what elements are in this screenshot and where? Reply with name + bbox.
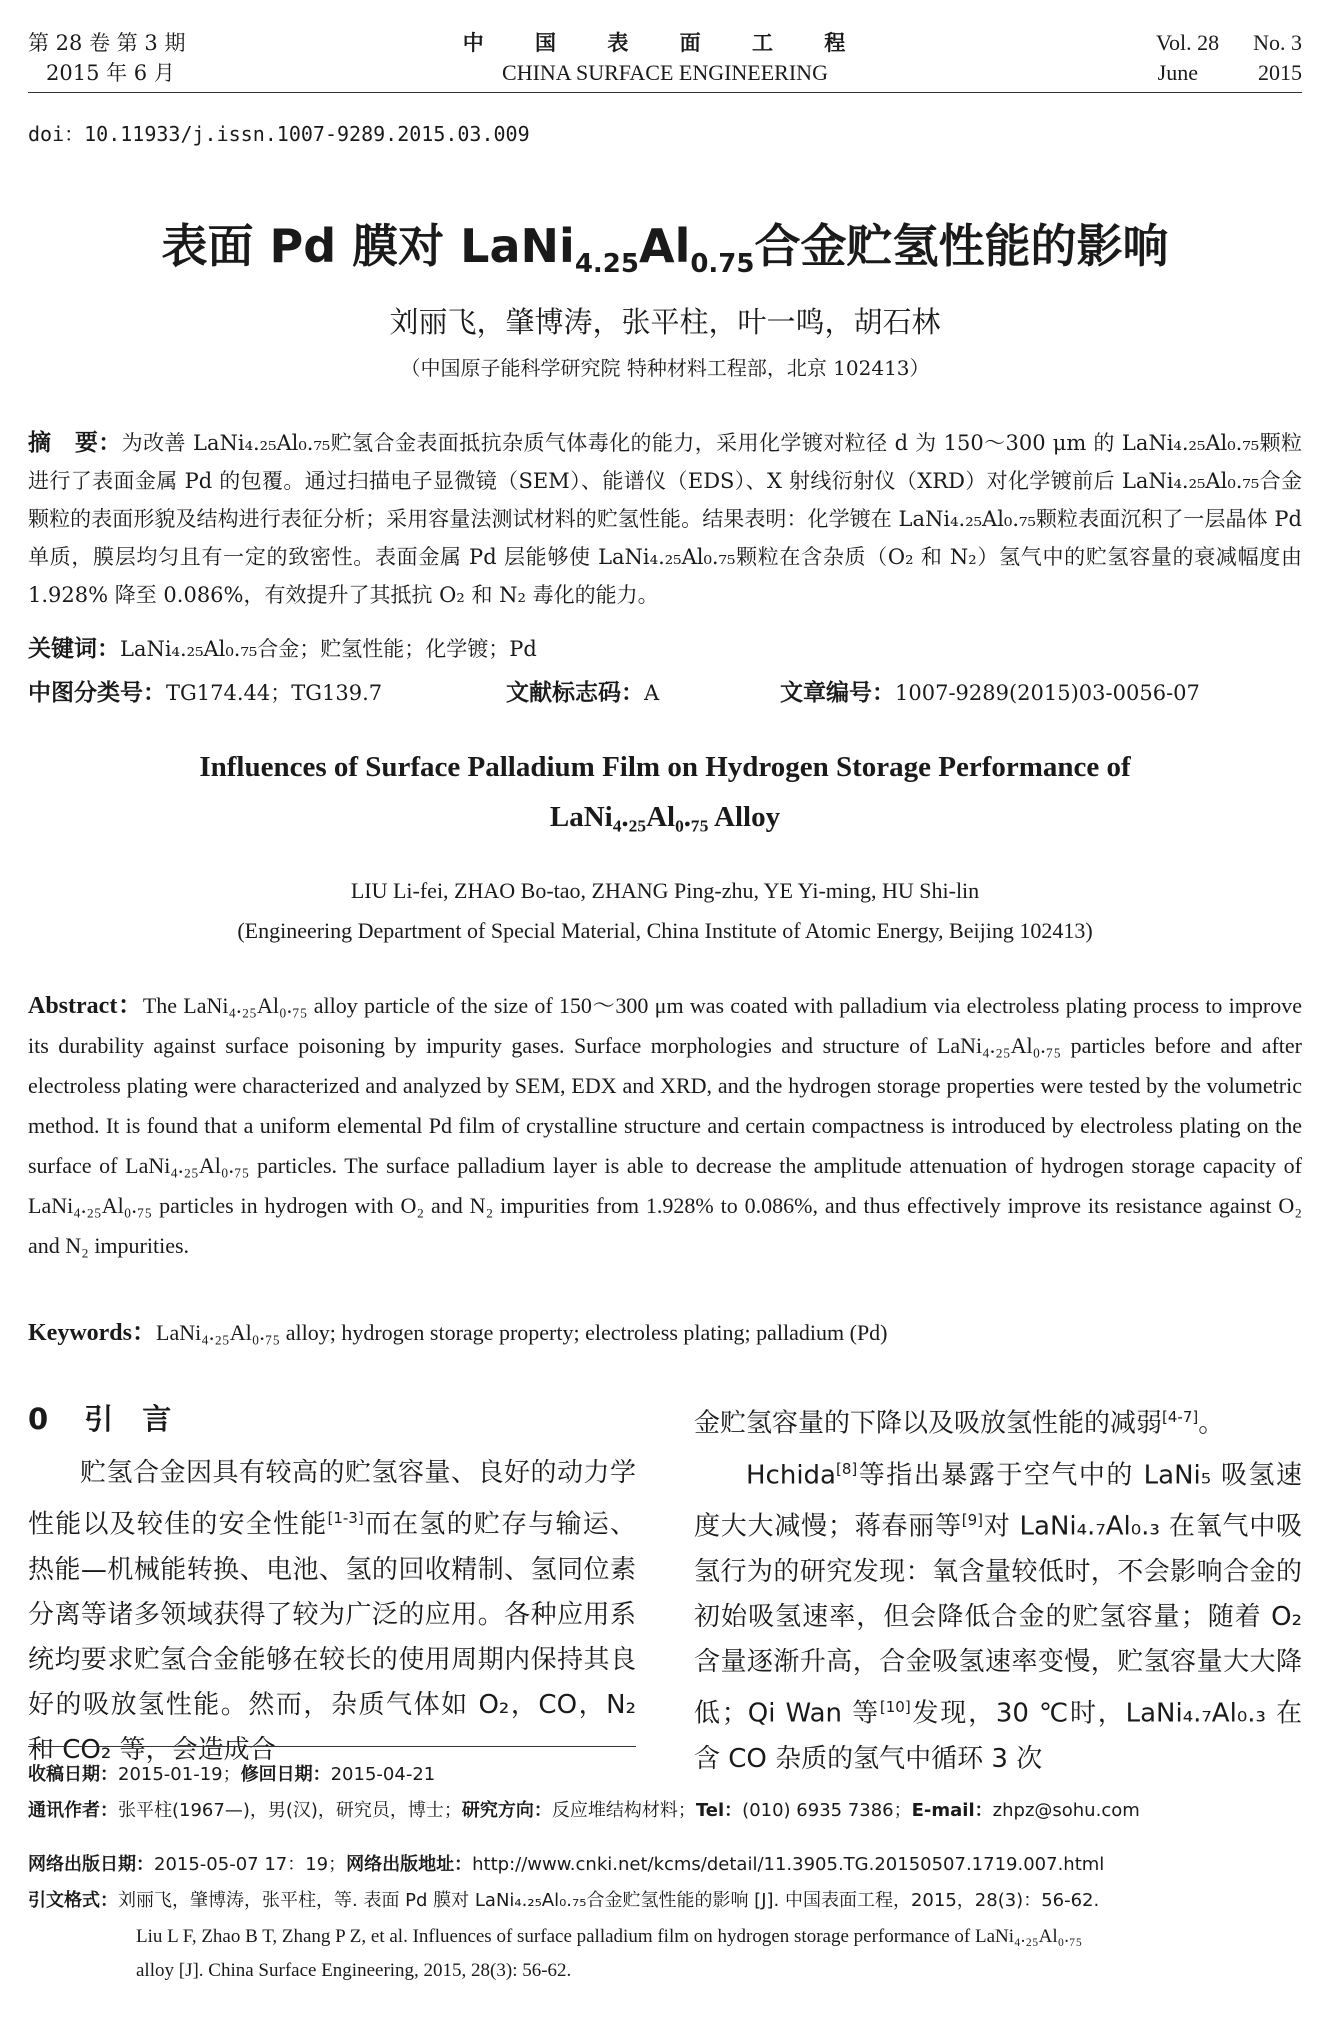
section-heading <box>28 1397 171 1438</box>
affiliation-cn: （中国原子能科学研究院 特种材料工程部，北京 102413） <box>400 356 930 380</box>
paragraph <box>28 1451 636 1773</box>
paragraph <box>694 1395 1302 1447</box>
doc-code-value: A <box>644 681 660 705</box>
doc-code-label: 文献标志码： <box>506 680 644 706</box>
clc-number <box>28 674 382 707</box>
journal-name-en: CHINA SURFACE ENGINEERING <box>502 60 828 85</box>
citation-ref: [8] <box>835 1459 858 1478</box>
email-value[interactable]: zhpz@sohu.com <box>992 1800 1140 1821</box>
footnote-corresponding <box>28 1798 1140 1824</box>
research-field: 反应堆结构材料； <box>551 1800 696 1821</box>
abstract-cn-text: 为改善 LaNi₄.₂₅Al₀.₇₅贮氢合金表面抵抗杂质气体毒化的能力，采用化学镀对粒径 d 为 150～300 μm 的 LaNi₄.₂₅Al₀.₇₅颗粒进行了表面金属 Pd 的包覆。通过扫描电子显微镜（SEM）、能谱仪（EDS）、X 射线衍射仪（XRD）对化学镀前后 LaNi₄.₂₅Al₀.₇₅合金颗粒的表面形貌及结构进行表征分析；采用容量法测试材料的贮氢性能。结果表明：化学镀在 LaNi₄.₂₅Al₀.₇₅颗粒表面沉积了一层晶体 Pd 单质，膜层均匀且有一定的致密性。表面金属 Pd 层能够使 LaNi₄.₂₅Al₀.₇₅颗粒在含杂质（O₂ 和 N₂）氢气中的贮氢容量的衰减幅度由 1.928% 降至 0.086%，有效提升了其抵抗 O₂ 和 N₂ 毒化的能力。 <box>28 431 1303 607</box>
header-volume-cn <box>28 28 185 88</box>
abstract-cn <box>28 424 1302 614</box>
footnote-dates <box>28 1762 435 1788</box>
title-cn-part: 合金贮氢性能的影响 <box>754 219 1169 273</box>
corr-author: 张平柱(1967—)，男(汉)，研究员，博士； <box>118 1800 462 1821</box>
header-volume-line: 第 28 卷 第 3 期 <box>28 31 186 55</box>
keywords-en <box>28 1312 888 1347</box>
received-label: 收稿日期： <box>28 1764 118 1785</box>
title-en-line1: Influences of Surface Palladium Film on Hydrogen Storage Performance of <box>199 751 1131 783</box>
body-text: 等指出暴露于空气中的 LaNi₅ 吸氢速度大大减慢；蒋春丽等 <box>694 1460 1302 1542</box>
keywords-en-text: LaNi₄.₂₅Al₀.₇₅ alloy; hydrogen storage property; electroless plating; palladium (Pd) <box>156 1320 888 1345</box>
abstract-en <box>28 986 1302 1266</box>
header-month: June <box>1157 60 1198 85</box>
body-column-left <box>28 1451 636 1773</box>
body-text: Hchida <box>746 1460 836 1491</box>
body-text: 贮氢合金因具有较高的贮氢容量、良好的动力学性能以及较佳的安全性能 <box>28 1458 636 1540</box>
title-en <box>60 742 1270 842</box>
body-text: 发现，30 ℃时，LaNi₄.₇Al₀.₃ 在含 CO 杂质的氢气中循环 3 次 <box>694 1698 1302 1774</box>
section-title: 引 言 <box>84 1402 172 1436</box>
body-text: 。 <box>1198 1408 1225 1439</box>
footnote-citation <box>28 1888 1099 1914</box>
online-url-label: 网络出版地址： <box>346 1854 473 1875</box>
title-cn-sub: 0.75 <box>690 249 755 280</box>
online-date-label: 网络出版日期： <box>28 1854 154 1875</box>
online-date: 2015-05-07 17：19； <box>154 1854 347 1875</box>
revised-date: 2015-04-21 <box>330 1764 436 1785</box>
article-number-label: 文章编号： <box>780 680 895 706</box>
citation-ref: [4-7] <box>1162 1408 1199 1426</box>
keywords-cn-text: LaNi₄.₂₅Al₀.₇₅合金；贮氢性能；化学镀；Pd <box>120 637 537 661</box>
received-date: 2015-01-19； <box>118 1764 241 1785</box>
header-volume-en <box>1156 28 1302 88</box>
revised-label: 修回日期： <box>240 1764 331 1785</box>
clc-value: TG174.44；TG139.7 <box>166 681 383 705</box>
footnote-rule <box>28 1746 636 1747</box>
abstract-en-text: The LaNi₄.₂₅Al₀.₇₅ alloy particle of the size of 150～300 μm was coated with palladium via electroless plating process to improve its durability against surface poisoning by impurity gases. Surface morphologies and structure of LaNi₄.₂₅Al₀.₇₅ particles before and after electroless plating were characterized and analyzed by SEM, EDX and XRD, and the hydrogen storage properties were tested by the volumetric method. It is found that a uniform elemental Pd film of crystalline structure and certain compactness is introduced by electroless plating on the surface of LaNi₄.₂₅Al₀.₇₅ particles. The surface palladium layer is able to decrease the amplitude attenuation of hydrogen storage capacity of LaNi₄.₂₅Al₀.₇₅ particles in hydrogen with O₂ and N₂ impurities from 1.928% to 0.086%, and thus effectively improve its resistance against O₂ and N₂ impurities. <box>28 993 1303 1258</box>
footnote-online <box>28 1852 1104 1878</box>
clc-label: 中图分类号： <box>28 680 166 706</box>
keywords-cn <box>28 630 537 663</box>
title-cn-part: Al <box>638 219 691 273</box>
citation-ref: [1-3] <box>327 1509 364 1527</box>
body-text: 对 LaNi₄.₇Al₀.₃ 在氧气中吸氢行为的研究发现：氧含量较低时，不会影响合金的初始吸氢速率，但会降低合金的贮氢容量；随着 O₂ 含量逐渐升高，合金吸氢速率变慢，贮氢容量大大降低；Qi Wan 等 <box>694 1511 1302 1729</box>
tel-value: (010) 6935 7386； <box>742 1800 912 1821</box>
section-number: 0 <box>28 1402 49 1436</box>
header-vol: Vol. 28 <box>1155 30 1220 55</box>
body-text: 金贮氢容量的下降以及吸放氢性能的减弱 <box>694 1408 1163 1439</box>
cite-cn: 刘丽飞，肇博涛，张平柱，等. 表面 Pd 膜对 LaNi₄.₂₅Al₀.₇₅合金贮氢性能的影响 [J]. 中国表面工程，2015，28(3)：56-62. <box>118 1890 1100 1911</box>
title-cn-sub: 4.25 <box>574 249 639 280</box>
document-code <box>506 674 659 707</box>
journal-name-cn: 中 国 表 面 工 程 <box>462 30 868 55</box>
cite-en-line1: Liu L F, Zhao B T, Zhang P Z, et al. Influences of surface palladium film on hydrogen storage performance of LaNi₄.₂₅Al₀.₇₅ <box>136 1926 1083 1947</box>
abstract-cn-label: 摘 要： <box>28 430 122 456</box>
header-journal <box>380 28 950 88</box>
header-issue: No. 3 <box>1253 30 1302 55</box>
article-number-value: 1007-9289(2015)03-0056-07 <box>895 681 1200 705</box>
citation-ref: [9] <box>961 1511 983 1530</box>
research-label: 研究方向： <box>461 1800 552 1821</box>
online-url-link[interactable]: http://www.cnki.net/kcms/detail/11.3905.TG.20150507.1719.007.html <box>472 1854 1105 1875</box>
paragraph <box>694 1447 1302 1782</box>
body-text: 而在氢的贮存与输运、热能—机械能转换、电池、氢的回收精制、氢同位素分离等诸多领域获得了较为广泛的应用。各种应用系统均要求贮氢合金能够在较长的使用周期内保持其良好的吸放氢性能。然而，杂质气体如 O₂，CO，N₂ 和 CO₂ 等，会造成合 <box>28 1509 636 1765</box>
authors-cn: 刘丽飞，肇博涛，张平柱，叶一鸣，胡石林 <box>389 305 941 339</box>
header-date-line: 2015 年 6 月 <box>46 61 175 85</box>
cite-en-line2: alloy [J]. China Surface Engineering, 2015, 28(3): 56-62. <box>136 1960 572 1981</box>
doi: doi：10.11933/j.issn.1007-9289.2015.03.009 <box>28 122 530 146</box>
abstract-en-label: Abstract： <box>28 993 143 1019</box>
keywords-cn-label: 关键词： <box>28 636 120 662</box>
body-column-right <box>694 1395 1302 1782</box>
article-number <box>780 674 1200 707</box>
authors-en: LIU Li-fei, ZHAO Bo-tao, ZHANG Ping-zhu, YE Yi-ming, HU Shi-lin <box>350 878 980 903</box>
cite-label: 引文格式： <box>28 1890 118 1911</box>
header-year: 2015 <box>1258 60 1302 85</box>
corr-label: 通讯作者： <box>28 1800 118 1821</box>
affiliation-en: (Engineering Department of Special Material, China Institute of Atomic Energy, Beijing 102413) <box>237 918 1093 943</box>
keywords-en-label: Keywords： <box>28 1320 156 1346</box>
citation-ref: [10] <box>879 1697 911 1716</box>
tel-label: Tel： <box>695 1800 743 1821</box>
title-cn-part: 表面 Pd 膜对 LaNi <box>161 219 575 273</box>
header-rule <box>28 92 1302 93</box>
title-en-line2: LaNi₄.₂₅Al₀.₇₅ Alloy <box>549 801 781 833</box>
title-cn <box>0 210 1330 279</box>
email-label: E-mail： <box>911 1800 993 1821</box>
